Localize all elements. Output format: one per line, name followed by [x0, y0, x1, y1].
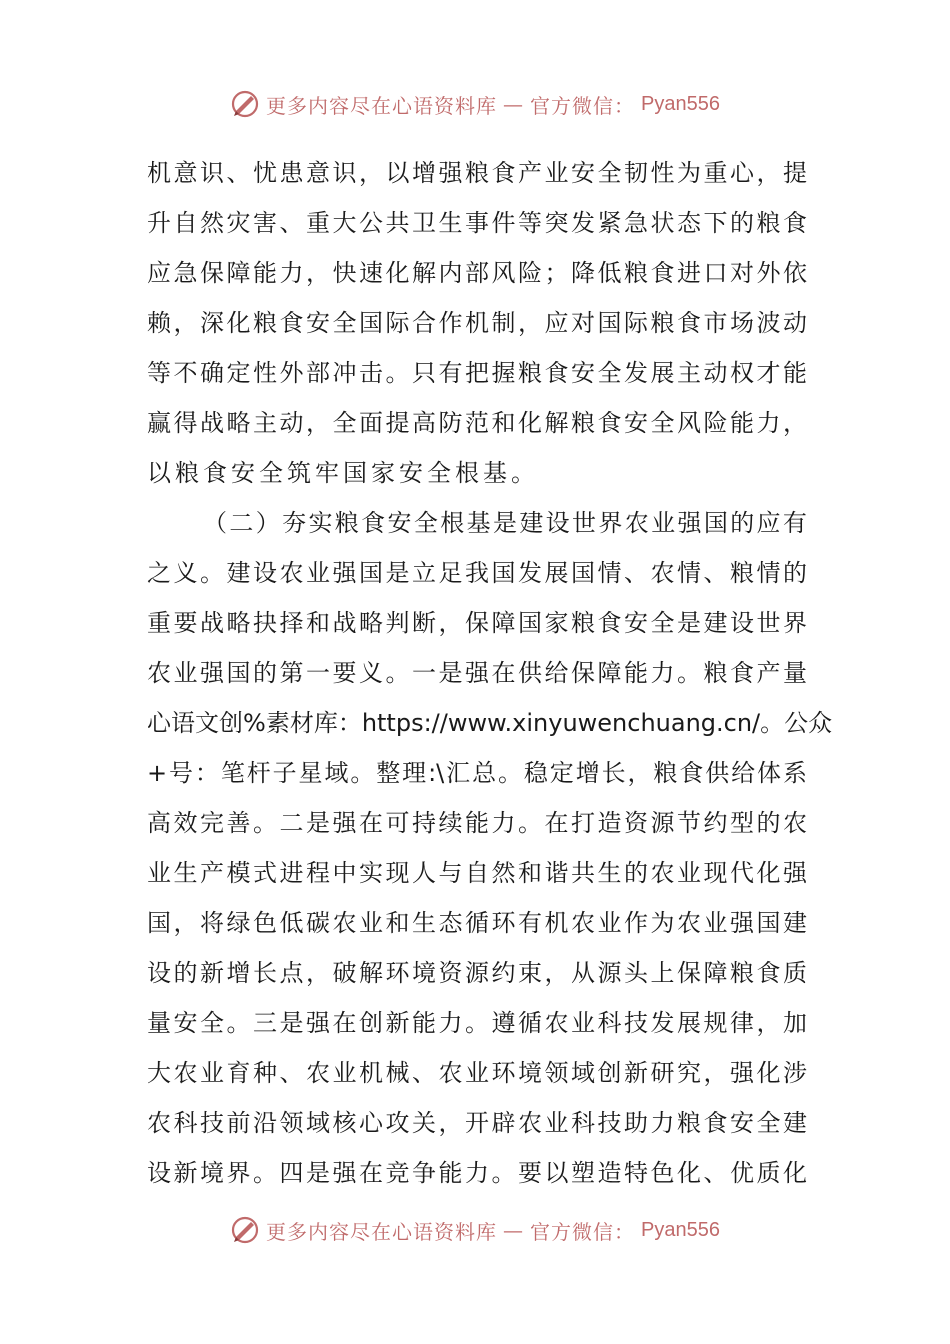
body-line: 心 语 文 创 % 素 材 库 ： https://www.xinyuwenchuang.cn/ 。 公 众: [147, 709, 833, 737]
pen-logo-icon: [230, 1215, 260, 1245]
header-banner-official-label: 官方微信：: [530, 93, 636, 118]
footer-banner-official-label: 官方微信：: [530, 1219, 636, 1244]
body-line: 机 意 识 、 忧 患 意 识 ， 以 增 强 粮 食 产 业 安 全 韧 性 为 重 心 ， 提: [147, 159, 807, 187]
body-line: 赢 得 战 略 主 动 ， 全 面 提 高 防 范 和 化 解 粮 食 安 全 风 险 能 力 ，: [147, 409, 807, 437]
footer-banner: [0, 1210, 950, 1250]
body-line: 以 粮 食 安 全 筑 牢 国 家 安 全 根 基 。: [147, 459, 539, 487]
header-banner-dash: —: [503, 92, 525, 116]
footer-banner-wechat-id: Pyan556: [641, 1218, 720, 1241]
document-body: [147, 148, 833, 1198]
body-line: 设 新 境 界 。 四 是 强 在 竞 争 能 力 。 要 以 塑 造 特 色 化 、 优 质 化: [147, 1159, 807, 1187]
body-line: 升 自 然 灾 害 、 重 大 公 共 卫 生 事 件 等 突 发 紧 急 状 态 下 的 粮 食: [147, 209, 807, 237]
body-line: 国 ， 将 绿 色 低 碳 农 业 和 生 态 循 环 有 机 农 业 作 为 农 业 强 国 建: [147, 909, 807, 937]
body-line: 业 生 产 模 式 进 程 中 实 现 人 与 自 然 和 谐 共 生 的 农 业 现 代 化 强: [147, 859, 807, 887]
header-banner-content: [230, 89, 720, 119]
header-banner-wechat-id: Pyan556: [641, 92, 720, 115]
header-banner: [0, 84, 950, 124]
body-line: 大 农 业 育 种 、 农 业 机 械 、 农 业 环 境 领 域 创 新 研 究 ， 强 化 涉: [147, 1059, 807, 1087]
body-line: 设 的 新 增 长 点 ， 破 解 环 境 资 源 约 束 ， 从 源 头 上 保 障 粮 食 质: [147, 959, 807, 987]
body-line: 农 业 强 国 的 第 一 要 义 。 一 是 强 在 供 给 保 障 能 力 。 粮 食 产 量: [147, 659, 807, 687]
body-line: 量 安 全 。 三 是 强 在 创 新 能 力 。 遵 循 农 业 科 技 发 展 规 律 ， 加: [147, 1009, 807, 1037]
body-line: 等 不 确 定 性 外 部 冲 击 。 只 有 把 握 粮 食 安 全 发 展 主 动 权 才 能: [147, 359, 807, 387]
pen-logo-icon: [230, 89, 260, 119]
body-line: 重 要 战 略 抉 择 和 战 略 判 断 ， 保 障 国 家 粮 食 安 全 是 建 设 世 界: [147, 609, 807, 637]
footer-banner-content: [230, 1215, 720, 1245]
body-line: 农 科 技 前 沿 领 域 核 心 攻 关 ， 开 辟 农 业 科 技 助 力 粮 食 安 全 建: [147, 1109, 807, 1137]
body-line: 赖 ， 深 化 粮 食 安 全 国 际 合 作 机 制 ， 应 对 国 际 粮 食 市 场 波 动: [147, 309, 807, 337]
body-line: 之 义 。 建 设 农 业 强 国 是 立 足 我 国 发 展 国 情 、 农 情 、 粮 情 的: [147, 559, 807, 587]
header-banner-text: 更多内容尽在心语资料库: [266, 93, 498, 118]
footer-banner-text: 更多内容尽在心语资料库: [266, 1219, 498, 1244]
body-line: （ 二 ） 夯 实 粮 食 安 全 根 基 是 建 设 世 界 农 业 强 国 的 应 有: [203, 509, 807, 537]
body-line: 高 效 完 善 。 二 是 强 在 可 持 续 能 力 。 在 打 造 资 源 节 约 型 的 农: [147, 809, 807, 837]
body-line: 应 急 保 障 能 力 ， 快 速 化 解 内 部 风 险 ； 降 低 粮 食 进 口 对 外 依: [147, 259, 807, 287]
body-line: + 号 ： 笔 杆 子 星 域 。 整 理 :\ 汇 总 。 稳 定 增 长 ， 粮 食 供 给 体 系: [147, 759, 807, 787]
footer-banner-dash: —: [503, 1218, 525, 1242]
